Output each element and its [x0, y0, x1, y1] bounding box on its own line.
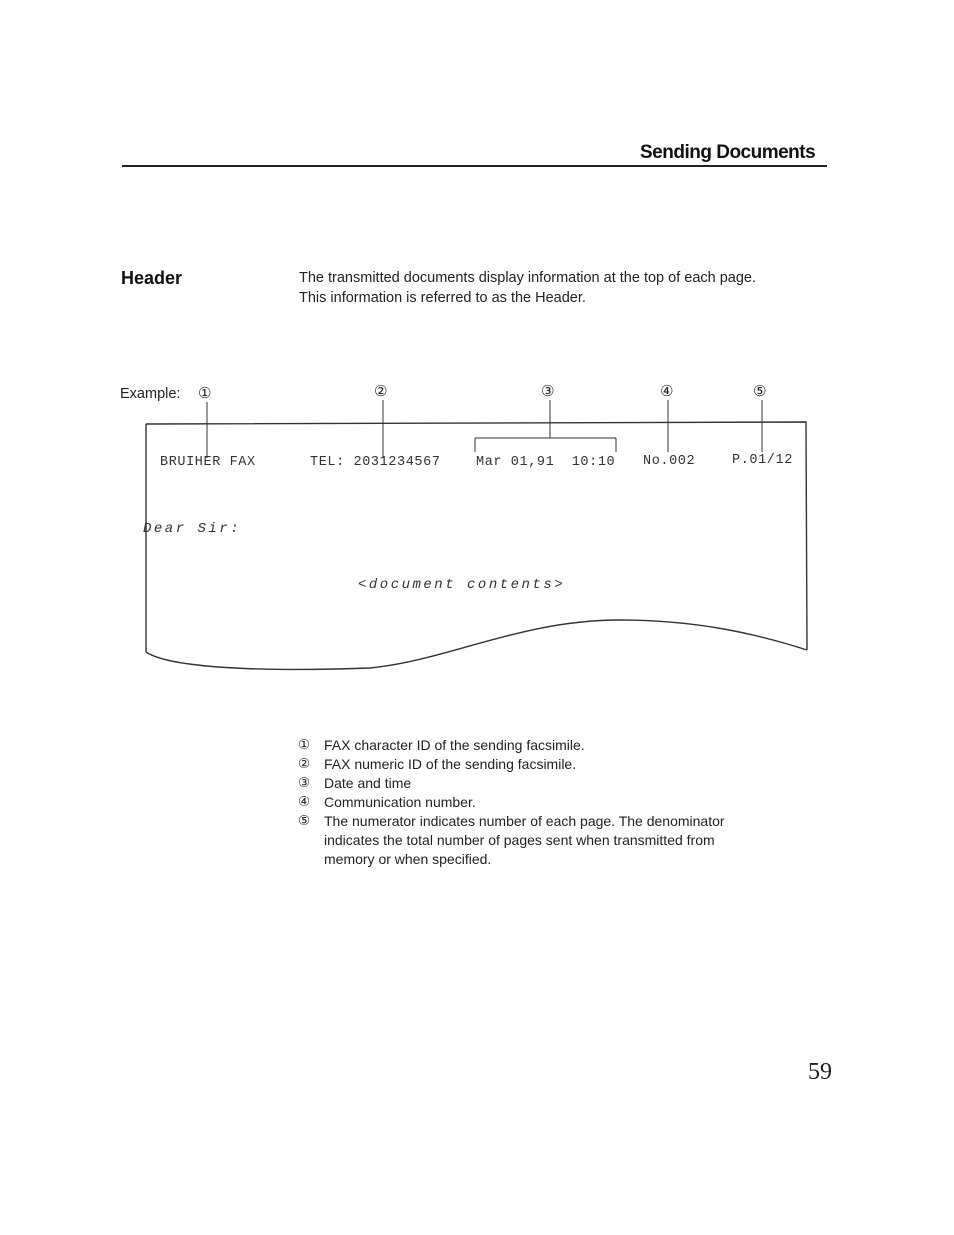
example-label: Example:: [120, 386, 181, 402]
legend-text: Date and time: [324, 775, 412, 791]
legend-text: Communication number.: [324, 794, 476, 810]
marker-1: ①: [198, 384, 212, 402]
marker-4: ④: [660, 382, 674, 400]
legend-number: ④: [298, 794, 311, 810]
document-contents: <document contents>: [358, 577, 566, 593]
legend-item: [298, 755, 768, 774]
intro-line: This information is referred to as the Header.: [299, 290, 586, 306]
legend-number: ⑤: [298, 813, 311, 829]
fax-page-field: P.01/12: [732, 453, 793, 468]
legend-text: FAX numeric ID of the sending facsimile.: [324, 756, 577, 772]
page-number: 59: [808, 1059, 832, 1085]
bracket-datetime: [475, 438, 616, 452]
marker-2: ②: [374, 382, 388, 400]
running-head: Sending Documents: [640, 142, 816, 163]
legend-text: FAX character ID of the sending facsimile.: [324, 737, 585, 753]
legend-item: [298, 736, 768, 755]
legend-number: ②: [298, 756, 311, 772]
legend-list: [298, 736, 768, 869]
sheet-torn-edge: [146, 620, 807, 669]
legend-item: [298, 812, 768, 869]
legend-text: The numerator indicates number of each page. The denominator indicates the total number of pages sent when transmitted from memory or when specified.: [324, 813, 725, 867]
intro-line: The transmitted documents display information at the top of each page.: [299, 270, 757, 286]
fax-number-field: No.002: [643, 454, 696, 469]
fax-datetime-field: Mar 01,91 10:10: [476, 455, 616, 470]
salutation: Dear Sir:: [143, 521, 242, 537]
legend-number: ①: [298, 737, 311, 753]
fax-id-field: BRUIHER FAX: [160, 455, 256, 470]
legend-item: [298, 774, 768, 793]
legend-number: ③: [298, 775, 311, 791]
marker-3: ③: [541, 382, 555, 400]
section-title: Header: [121, 268, 183, 288]
fax-tel-field: TEL: 2031234567: [310, 455, 441, 470]
legend-item: [298, 793, 768, 812]
marker-5: ⑤: [753, 382, 767, 400]
